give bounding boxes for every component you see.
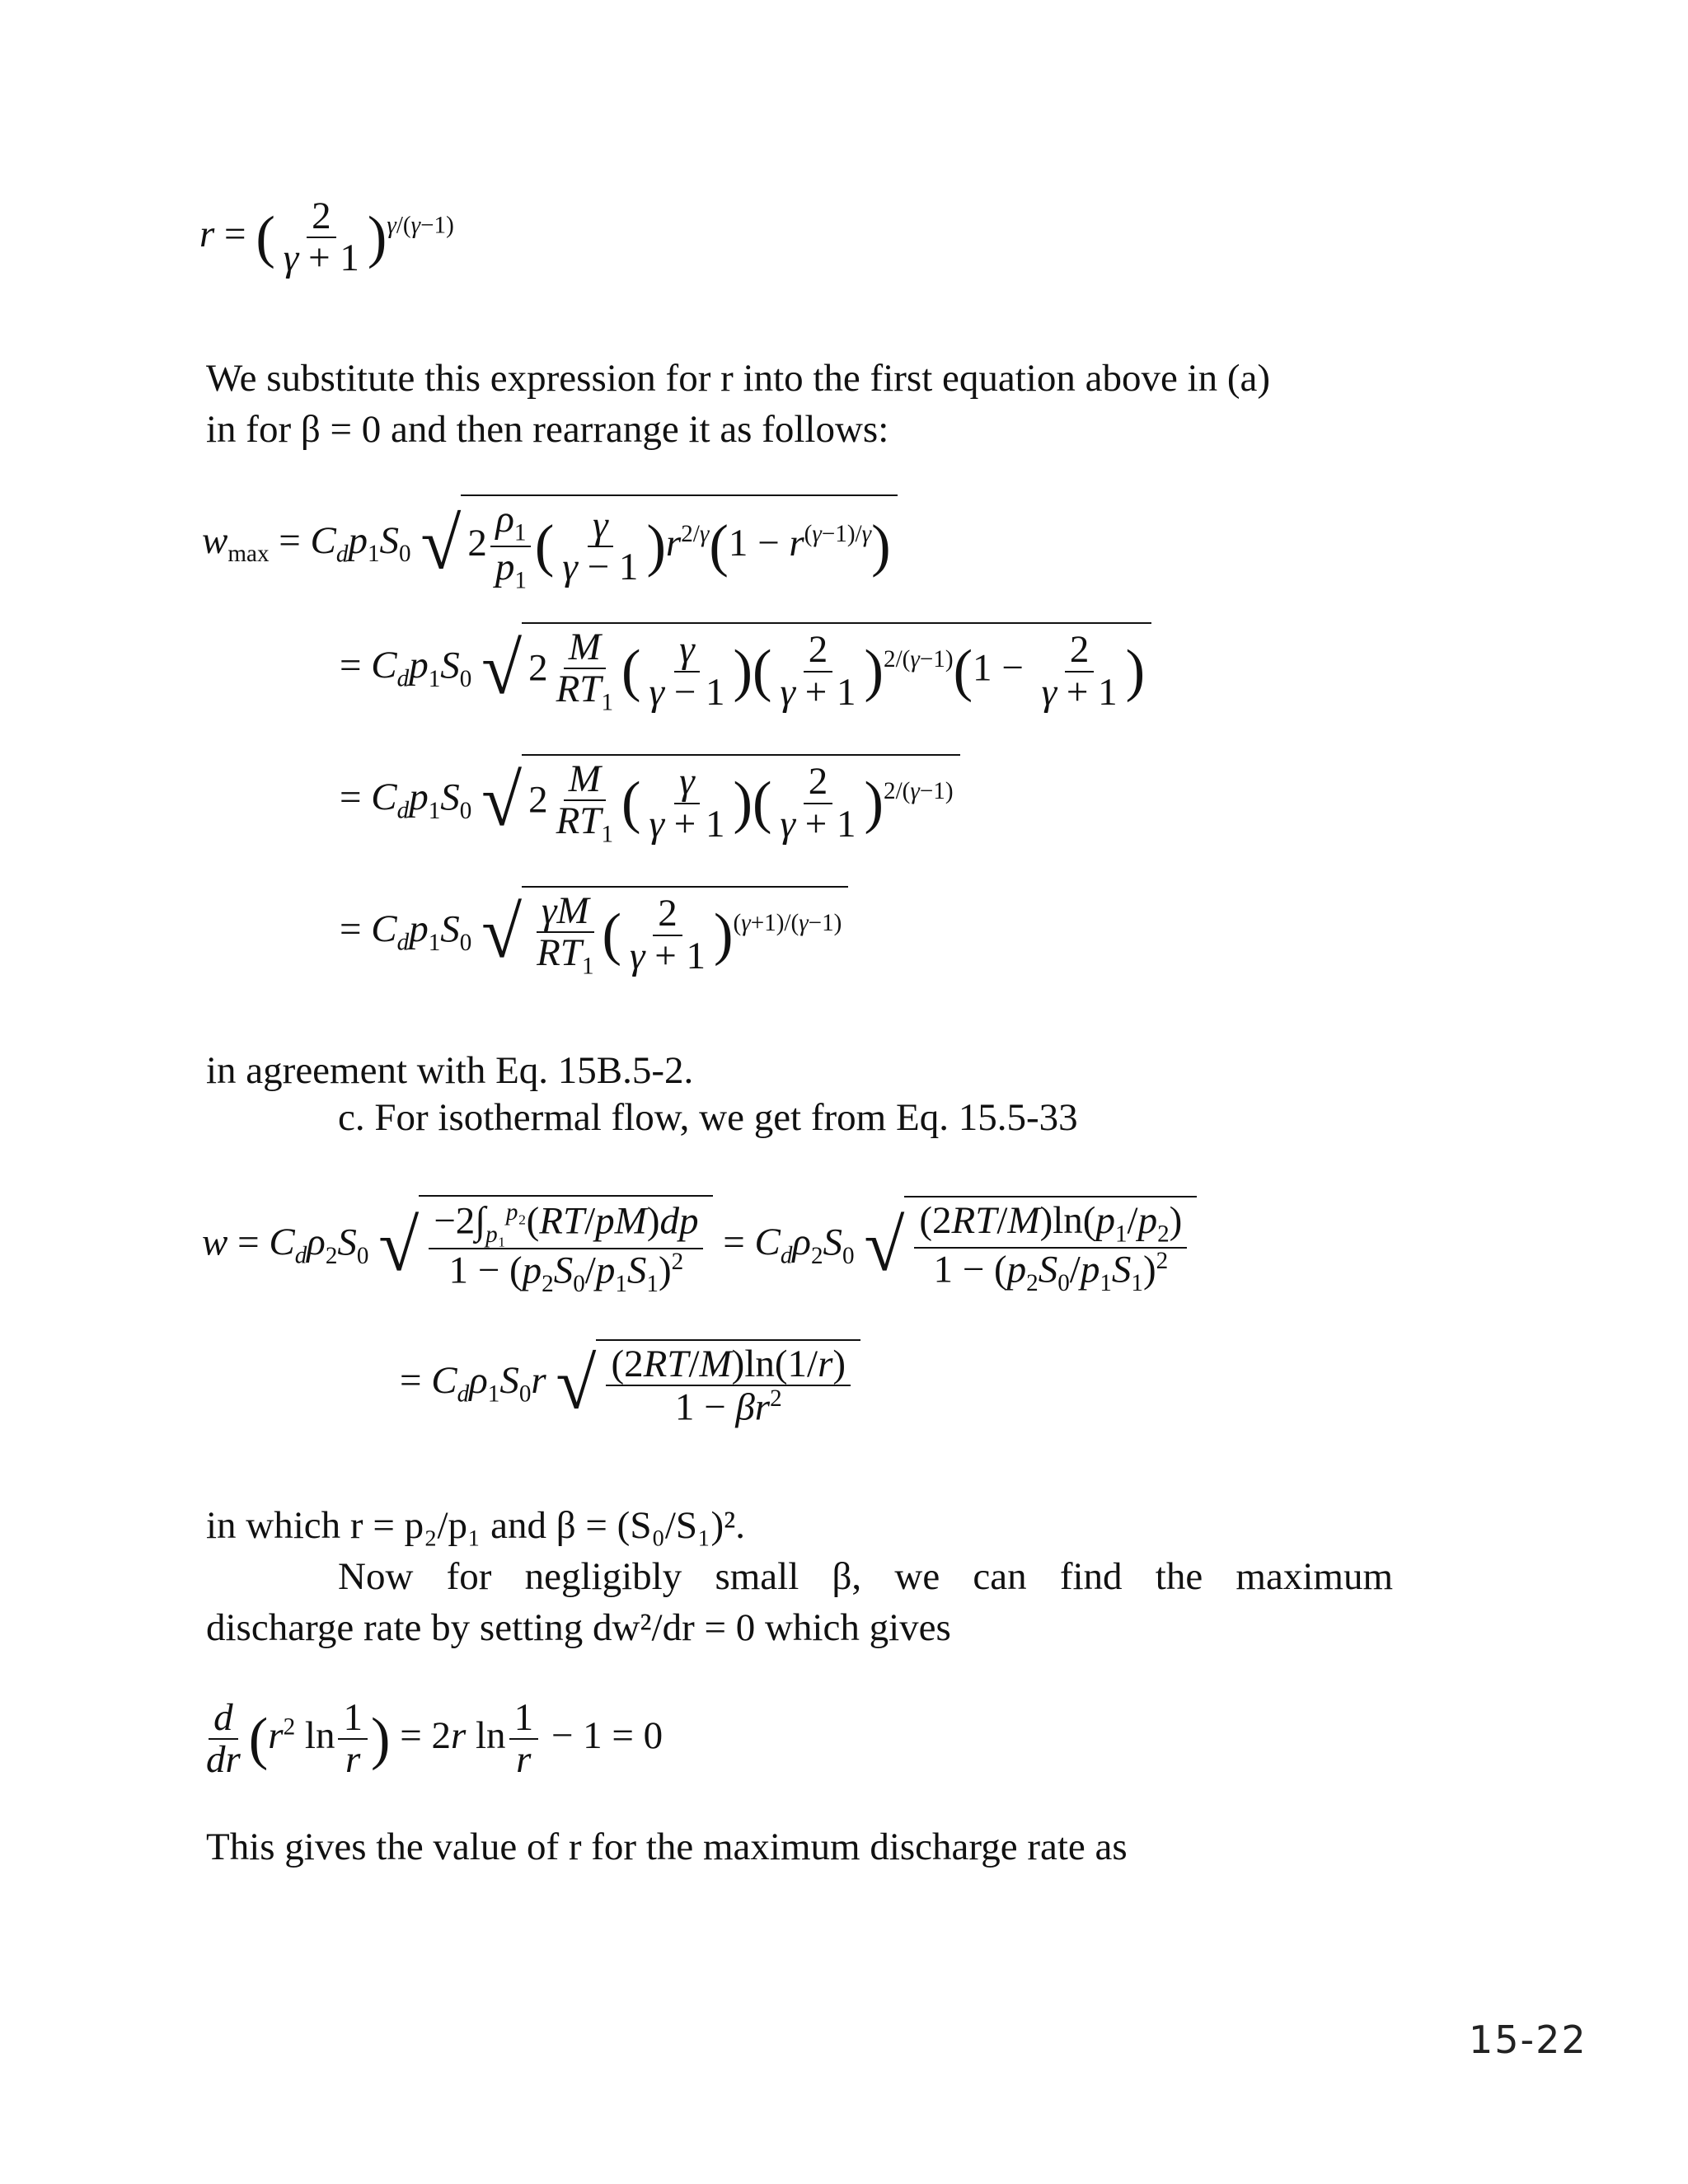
page-number: 15-22	[1469, 2018, 1587, 2062]
paragraph-part-c: c. For isothermal flow, we get from Eq. 15.5-33	[338, 1096, 1078, 1139]
equation-r-value: r = ( $\frac{2}{\gamma + 1}$ )$^{\gamma/(\gamma-1)}$	[199, 194, 454, 280]
paragraph-substitute: We substitute this expression for r into the first equation above in (a) in for β = 0 and then rearrange it as follows:	[206, 357, 1271, 451]
equation-wmax-1: $w_{max} = C_dp_1S_0$ √ 2 $\frac{\rho_1}{p_1}$ ( $\frac{\gamma}{\gamma - 1}$ )$r^{2/\gamma}(1 - r^{(\gamma-1)/\gamma})$	[202, 494, 898, 593]
equation-wmax-2: = $C_dp_1S_0$ √ 2 $\frac{M}{RT_1}$ ( $\frac{\gamma}{\gamma - 1}$ )( $\frac{2}{\gamma + 1}$ )$^{2/(\gamma-1)}$(1 − $\frac{2}{\gamma + 1}$ )	[340, 622, 1151, 715]
equation-wmax-3: = $C_dp_1S_0$ √ 2 $\frac{M}{RT_1}$ ( $\frac{\gamma}{\gamma + 1}$ )( $\frac{2}{\gamma + 1}$ )$^{2/(\gamma-1)}$	[340, 754, 960, 847]
equation-w-isothermal-1: $w = C_d\rho_2S_0$ √ $\frac{-2\int_{p_1}^{p_2}(RT/pM)dp}{1 - (p_2S_0/p_1S_1)^2}$ = $C_d\rho_2S_0$ √ $\frac{(2RT/M)\ln(p_1/p_2)}{1 - (p_2S_0/p_1S_1)^2}$	[202, 1195, 1197, 1296]
equation-w-isothermal-2: = $C_d\rho_1S_0r$ √ $\frac{(2RT/M)\ln(1/r)}{1 - \beta r^2}$	[400, 1339, 860, 1428]
paragraph-agreement: in agreement with Eq. 15B.5-2.	[206, 1049, 694, 1092]
paragraph-this-gives: This gives the value of r for the maximum discharge rate as	[206, 1825, 1128, 1868]
equation-wmax-4: = $C_dp_1S_0$ √ $\frac{\gamma M}{RT_1}$ ( $\frac{2}{\gamma + 1}$ )$^{(\gamma+1)/(\gamma-1)}$	[340, 886, 848, 979]
equation-derivative: $\frac{d}{dr}$ ($r^2$ ln $\frac{1}{r}$ ) = 2r ln $\frac{1}{r}$ − 1 = 0	[206, 1696, 663, 1782]
paragraph-now: Now for negligibly small β, we can find the maximum discharge rate by setting dw²/dr = 0 which gives	[206, 1555, 1393, 1649]
paragraph-in-which: in which r = p₂/p₁ and β = (S₀/S₁)².	[206, 1504, 745, 1547]
